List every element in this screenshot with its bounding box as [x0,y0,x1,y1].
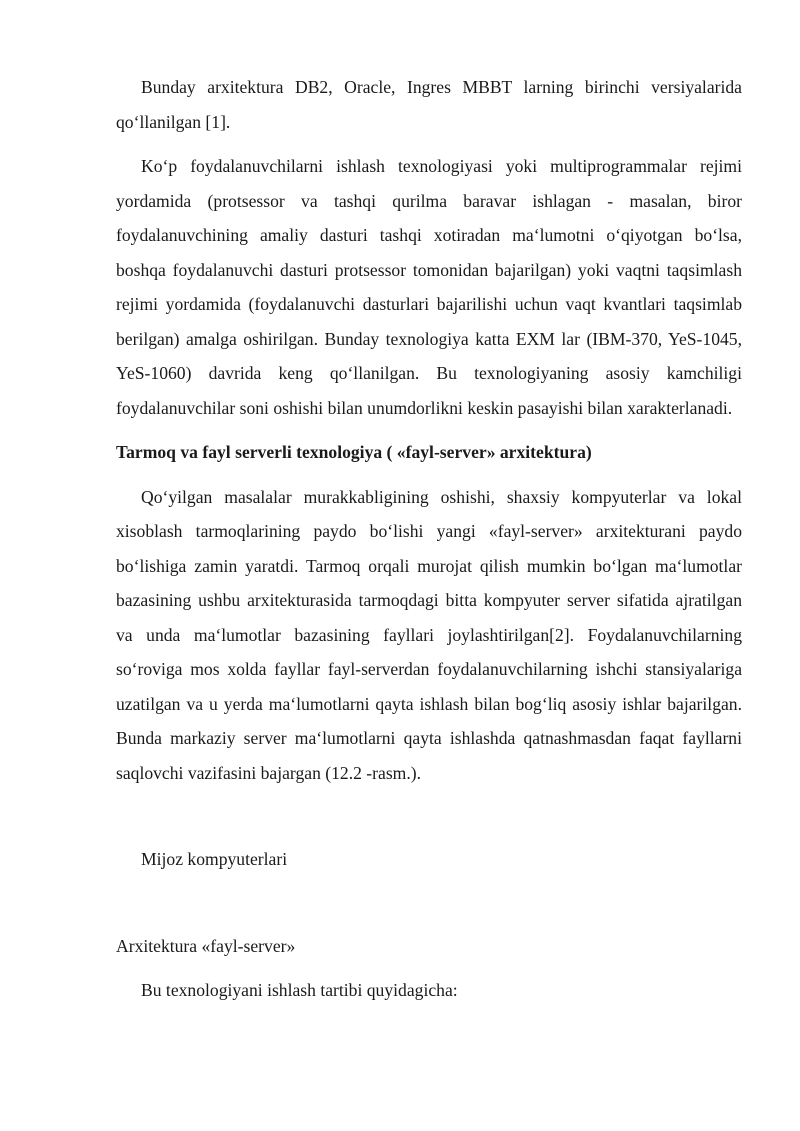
paragraph-architecture-versions: Bunday arxitektura DB2, Oracle, Ingres MBBT larning birinchi versiyalarida qo‘llanilgan [1]. [116,77,742,132]
figure-caption: Arxitektura «fayl-server» [116,935,296,956]
paragraph-file-server: Qo‘yilgan masalalar murakkabligining oshishi, shaxsiy kompyuterlar va lokal xisoblash tarmoqlarining paydo bo‘lishi yangi «fayl-server» arxitekturani paydo bo‘lishiga zamin yaratdi. Tarmoq orqali murojat qilish mumkin bo‘lgan ma‘lumotlar bazasining ushbu arxitekturasida tarmoqdagi bitta kompyuter server sifatida ajratilgan va unda ma‘lumotlar bazasining fayllari joylashtirilgan[2]. Foydalanuvchilarning so‘roviga mos xolda fayllar fayl-serverdan foydalanuvchilarning ishchi stansiyalariga uzatilgan va u yerda ma‘lumotlarni qayta ishlash bilan bog‘liq asosiy ishlar bajarilgan. Bunda markaziy server ma‘lumotlarni qayta ishlashda qatnashmasdan faqat fayllarni saqlovchi vazifasini bajargan (12.2 -rasm.). [116,486,742,783]
paragraph-multiuser-technology: Ko‘p foydalanuvchilarni ishlash texnologiyasi yoki multiprogrammalar rejimi yordamida (protsessor va tashqi qurilma baravar ishlagan - masalan, biror foydalanuvchining amaliy dasturi tashqi xotiradan ma‘lumotni o‘qiyotgan bo‘lsa, boshqa foydalanuvchi dasturi protsessor tomonidan bajarilgan) yoki vaqtni taqsimlash rejimi yordamida (foydalanuvchi dasturlari bajarilishi uchun vaqt kvantlari taqsimlab berilgan) amalga oshirilgan. Bunday texnologiya katta EXM lar (IBM-370, YeS-1045, YeS-1060) davrida keng qo‘llanilgan. Bu texnologiyaning asosiy kamchiligi foydalanuvchilar soni oshishi bilan unumdorlikni keskin pasayishi bilan xarakterlanadi. [116,156,742,418]
document-body [116,70,742,1008]
paragraph-procedure-intro: Bu texnologiyani ishlash tartibi quyidagicha: [141,980,458,1000]
figure-label: Mijoz kompyuterlari [141,849,288,869]
section-heading: Tarmoq va fayl serverli texnologiya ( «fayl-server» arxitektura) [116,442,592,462]
